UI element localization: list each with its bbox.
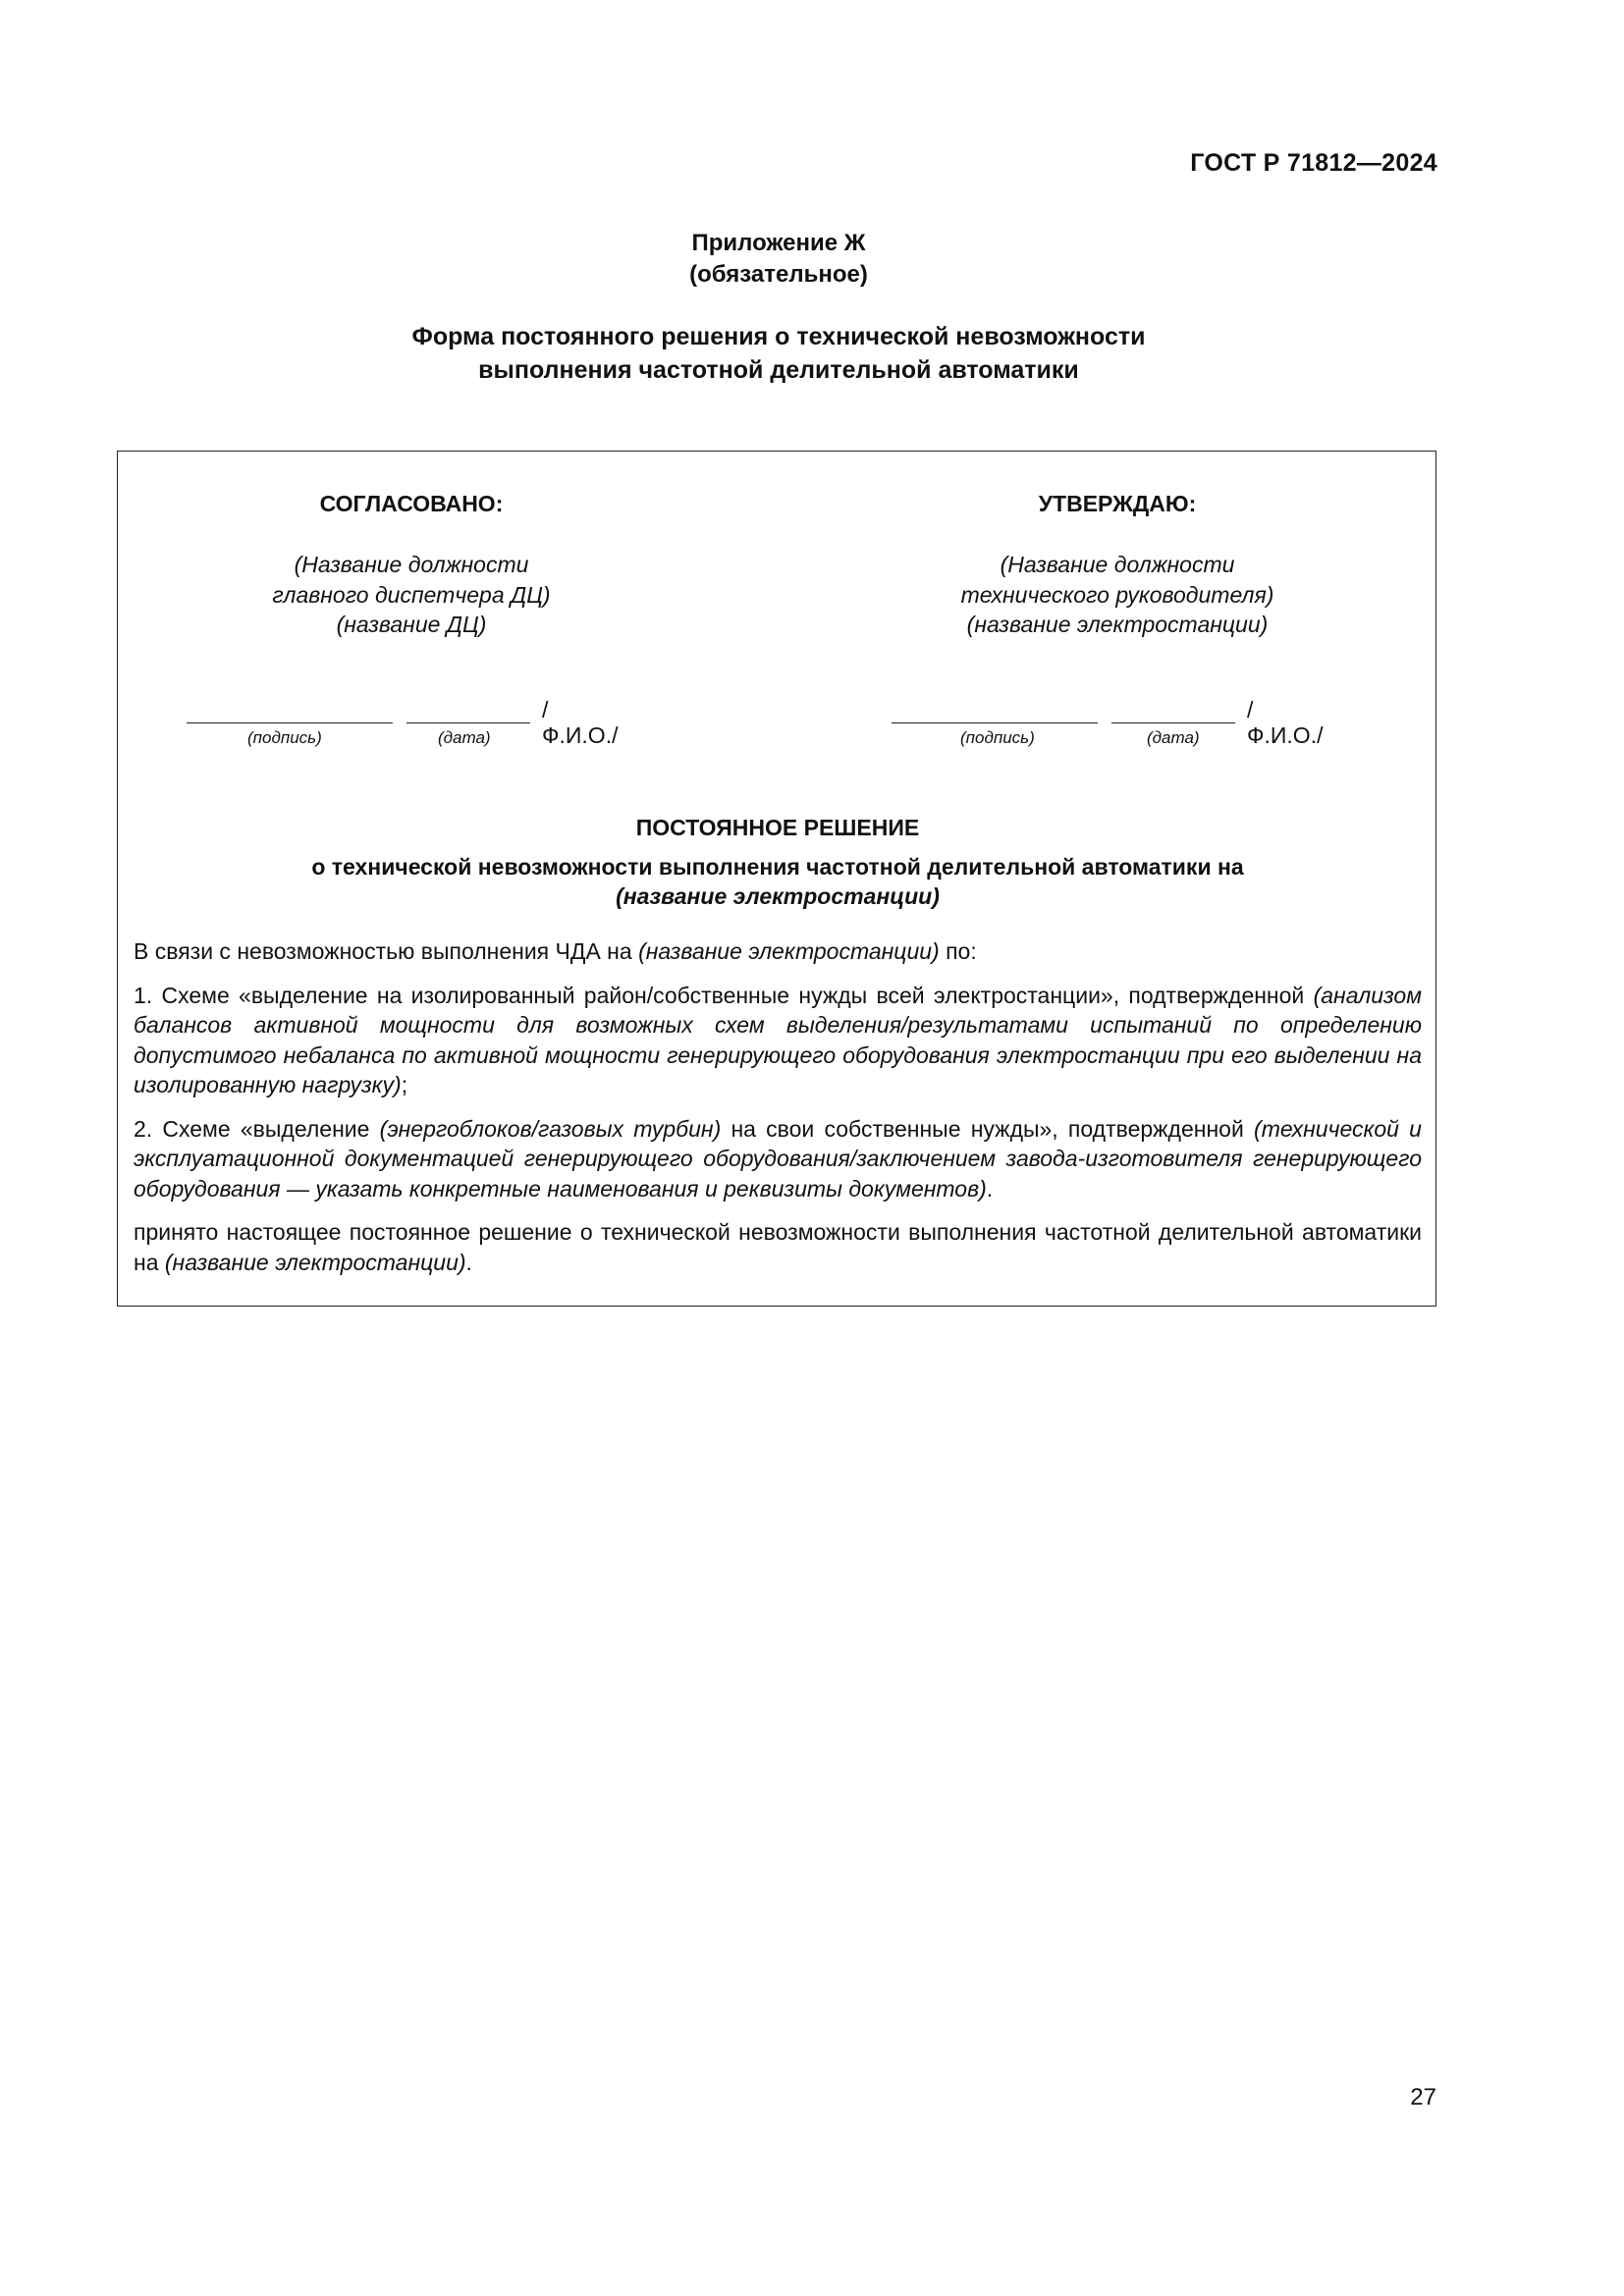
agreed-signature-line bbox=[187, 697, 393, 723]
decision-body bbox=[134, 936, 1422, 1291]
item-2-end: . bbox=[986, 1175, 994, 1201]
item-1-end: ; bbox=[401, 1072, 408, 1097]
agreed-signature-block bbox=[187, 697, 619, 756]
agreed-fio: /Ф.И.О./ bbox=[542, 697, 619, 748]
item-1-italic: (анализом балансов активной мощности для возможных схем выделения/результатами испытаний по определению допустимого небаланса по активной мощности генерирующего оборудования электростанции при его выделении на изолированную нагрузку) bbox=[134, 982, 1422, 1097]
agreed-line-3: (название ДЦ) bbox=[336, 612, 487, 637]
item-2-paragraph bbox=[134, 1114, 1422, 1204]
item-2-mid: на свои собственные нужды», подтвержденной bbox=[721, 1115, 1255, 1142]
form-title bbox=[0, 320, 1557, 387]
item-1-text: 1. Схеме «выделение на изолированный район/собственные нужды всей электростанции», подтвержденной bbox=[134, 982, 1314, 1008]
decision-title: ПОСТОЯННОЕ РЕШЕНИЕ bbox=[635, 815, 920, 840]
approve-signature-caption: (подпись) bbox=[960, 728, 1035, 747]
approve-line-1: (Название должности bbox=[1000, 552, 1235, 577]
approve-date-line bbox=[1111, 697, 1235, 723]
final-paragraph bbox=[134, 1217, 1422, 1277]
approve-line-2: технического руководителя) bbox=[960, 581, 1274, 608]
item-2-italic-2: (технической и эксплуатационной документацией генерирующего оборудования/заключением завода-изготовителя генерирующего оборудования — указать конкретные наименования и реквизиты документов) bbox=[134, 1115, 1422, 1201]
agreed-heading: СОГЛАСОВАНО: bbox=[319, 491, 504, 516]
approve-fio: /Ф.И.О./ bbox=[1247, 697, 1324, 748]
appendix-title: Приложение Ж bbox=[691, 230, 866, 256]
page-number: 27 bbox=[1410, 2084, 1436, 2110]
item-2-text: 2. Схеме «выделение bbox=[134, 1115, 380, 1142]
final-station: (название электростанции) bbox=[164, 1249, 466, 1275]
intro-station: (название электростанции) bbox=[638, 938, 940, 964]
appendix-status: (обязательное) bbox=[689, 261, 868, 288]
final-end: . bbox=[465, 1249, 472, 1275]
approve-position-block bbox=[823, 550, 1412, 640]
form-title-line-1: Форма постоянного решения о технической невозможности bbox=[411, 323, 1146, 350]
intro-end: по: bbox=[939, 938, 977, 964]
appendix-heading bbox=[0, 228, 1557, 291]
form-frame bbox=[117, 451, 1436, 1307]
agreed-position-block bbox=[118, 550, 705, 640]
approve-signature-line bbox=[892, 697, 1098, 723]
decision-subtitle-station: (название электростанции) bbox=[616, 883, 940, 909]
decision-subtitle bbox=[118, 852, 1437, 911]
final-text: принято настоящее постоянное решение о технической невозможности выполнения частотной делительной автоматики на bbox=[134, 1219, 1422, 1275]
form-title-line-2: выполнения частотной делительной автоматики bbox=[478, 356, 1079, 384]
intro-text: В связи с невозможностью выполнения ЧДА на bbox=[134, 938, 639, 964]
approve-date-caption: (дата) bbox=[1147, 728, 1200, 747]
agreed-date-line bbox=[406, 697, 530, 723]
approve-signature-block bbox=[892, 697, 1324, 756]
document-code: ГОСТ Р 71812—2024 bbox=[1190, 149, 1437, 177]
agreed-line-1: (Название должности bbox=[294, 552, 529, 577]
approve-heading: УТВЕРЖДАЮ: bbox=[1038, 491, 1197, 516]
agreed-line-2: главного диспетчера ДЦ) bbox=[272, 581, 551, 608]
agreed-date-caption: (дата) bbox=[438, 728, 491, 747]
intro-paragraph bbox=[134, 936, 1422, 967]
approve-line-3: (название электростанции) bbox=[966, 612, 1269, 637]
decision-subtitle-text: о технической невозможности выполнения частотной делительной автоматики на bbox=[311, 854, 1244, 880]
item-1-paragraph bbox=[134, 981, 1422, 1100]
item-2-italic-1: (энергоблоков/газовых турбин) bbox=[379, 1115, 722, 1142]
agreed-signature-caption: (подпись) bbox=[247, 728, 322, 747]
